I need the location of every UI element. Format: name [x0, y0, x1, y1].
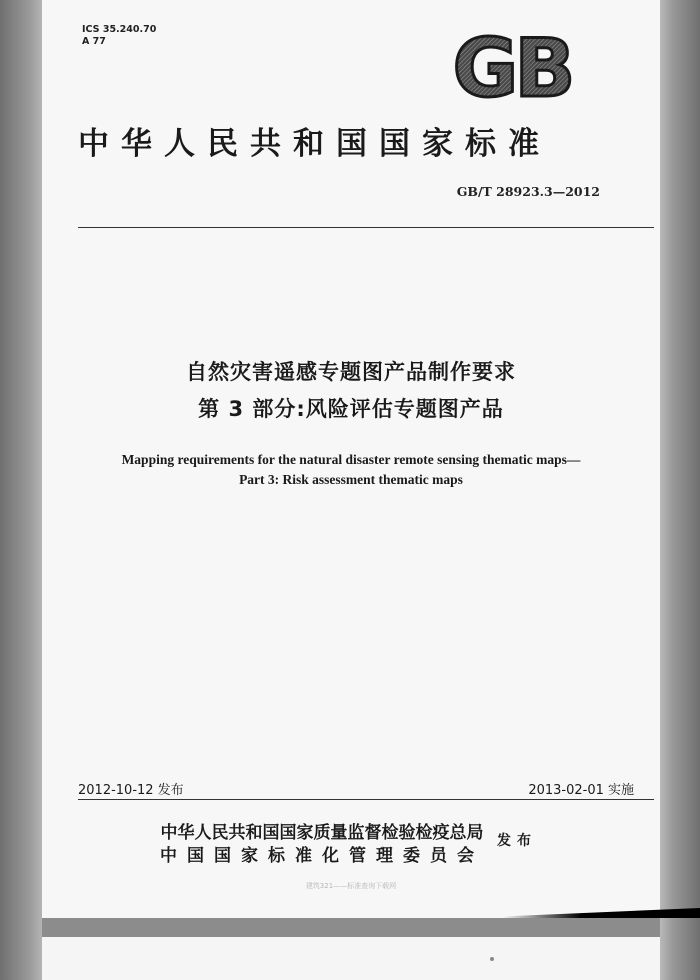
watermark: 建筑321——标准查询下载网: [305, 882, 397, 890]
top-divider: [78, 227, 654, 228]
title-en-line1: Mapping requirements for the natural disaster remote sensing thematic maps—: [121, 452, 581, 467]
document-page: [42, 0, 660, 918]
national-standard-title: 中华人民共和国国家标准: [78, 126, 551, 162]
title-cn-line2: 第 3 部分:风险评估专题图产品: [198, 397, 504, 421]
scan-edge-shadow: [502, 908, 700, 918]
publisher-line1: 中华人民共和国国家质量监督检验检疫总局: [160, 823, 484, 843]
gb-logo-icon: [442, 26, 582, 104]
publisher-line2: 中国国家标准化管理委员会: [160, 846, 484, 866]
bottom-divider: [78, 799, 654, 800]
title-en-line2: Part 3: Risk assessment thematic maps: [239, 472, 463, 487]
left-margin: [0, 0, 42, 980]
issue-date: 2012-10-12 发布: [78, 783, 184, 798]
right-margin: [660, 0, 700, 980]
next-page: [42, 937, 660, 980]
standard-code: GB/T 28923.3—2012: [456, 184, 600, 199]
ccs-code: A 77: [82, 36, 106, 47]
title-cn-line1: 自然灾害遥感专题图产品制作要求: [186, 360, 516, 384]
page-mark: [490, 957, 494, 961]
gb-logo-text: GB: [452, 26, 572, 104]
classification-codes: [82, 24, 156, 48]
publish-label: 发布: [497, 833, 537, 849]
implementation-date: 2013-02-01 实施: [528, 783, 634, 798]
ics-code: ICS 35.240.70: [82, 24, 157, 35]
